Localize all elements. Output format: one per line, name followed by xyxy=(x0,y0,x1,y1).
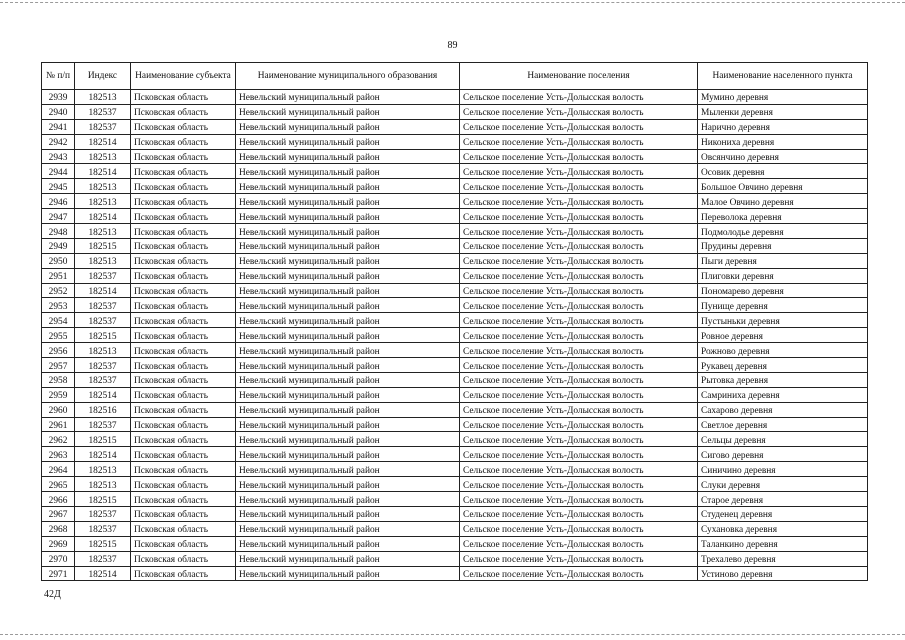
cell-index: 182515 xyxy=(75,328,131,343)
cell-number: 2942 xyxy=(42,134,75,149)
table-row xyxy=(42,566,868,581)
cell-subject: Псковская область xyxy=(131,521,236,536)
table-header xyxy=(42,63,868,90)
cell-settlement: Сельское поселение Усть-Долысская волость xyxy=(460,551,698,566)
cell-number: 2961 xyxy=(42,417,75,432)
cell-settlement: Сельское поселение Усть-Долысская волость xyxy=(460,224,698,239)
cell-locality: Устиново деревня xyxy=(698,566,868,581)
cell-locality: Сигово деревня xyxy=(698,447,868,462)
cell-locality: Мумино деревня xyxy=(698,90,868,105)
cell-locality: Рожново деревня xyxy=(698,343,868,358)
cell-index: 182537 xyxy=(75,313,131,328)
cell-number: 2965 xyxy=(42,477,75,492)
table-row xyxy=(42,119,868,134)
table-row xyxy=(42,536,868,551)
cell-number: 2962 xyxy=(42,432,75,447)
cell-municipality: Невельский муниципальный район xyxy=(236,134,460,149)
cell-settlement: Сельское поселение Усть-Долысская волость xyxy=(460,358,698,373)
cell-index: 182514 xyxy=(75,134,131,149)
cell-settlement: Сельское поселение Усть-Долысская волость xyxy=(460,298,698,313)
cell-number: 2949 xyxy=(42,238,75,253)
cell-index: 182537 xyxy=(75,521,131,536)
cell-locality: Плиговки деревня xyxy=(698,268,868,283)
cell-municipality: Невельский муниципальный район xyxy=(236,253,460,268)
cell-subject: Псковская область xyxy=(131,506,236,521)
cell-settlement: Сельское поселение Усть-Долысская волость xyxy=(460,179,698,194)
cell-settlement: Сельское поселение Усть-Долысская волость xyxy=(460,492,698,507)
settlements-table xyxy=(41,62,868,581)
col-header-locality: Наименование населенного пункта xyxy=(698,63,868,90)
table-row xyxy=(42,328,868,343)
cell-locality: Никониха деревня xyxy=(698,134,868,149)
cell-subject: Псковская область xyxy=(131,224,236,239)
cell-number: 2966 xyxy=(42,492,75,507)
cell-index: 182515 xyxy=(75,432,131,447)
cell-settlement: Сельское поселение Усть-Долысская волость xyxy=(460,387,698,402)
cell-municipality: Невельский муниципальный район xyxy=(236,90,460,105)
cell-number: 2952 xyxy=(42,283,75,298)
cell-number: 2939 xyxy=(42,90,75,105)
cell-number: 2951 xyxy=(42,268,75,283)
footer-code: 42Д xyxy=(44,589,61,600)
cell-locality: Таланкино деревня xyxy=(698,536,868,551)
cell-subject: Псковская область xyxy=(131,149,236,164)
cell-locality: Пыги деревня xyxy=(698,253,868,268)
cell-locality: Переволока деревня xyxy=(698,209,868,224)
cell-number: 2940 xyxy=(42,104,75,119)
cell-municipality: Невельский муниципальный район xyxy=(236,462,460,477)
table-row xyxy=(42,179,868,194)
cell-settlement: Сельское поселение Усть-Долысская волость xyxy=(460,477,698,492)
cell-number: 2948 xyxy=(42,224,75,239)
table-row xyxy=(42,149,868,164)
cell-locality: Синичино деревня xyxy=(698,462,868,477)
cell-municipality: Невельский муниципальный район xyxy=(236,447,460,462)
cell-index: 182515 xyxy=(75,238,131,253)
cell-municipality: Невельский муниципальный район xyxy=(236,268,460,283)
cell-index: 182513 xyxy=(75,477,131,492)
header-row xyxy=(42,63,868,90)
cell-number: 2960 xyxy=(42,402,75,417)
cell-settlement: Сельское поселение Усть-Долысская волость xyxy=(460,164,698,179)
cell-number: 2954 xyxy=(42,313,75,328)
cell-number: 2953 xyxy=(42,298,75,313)
cell-locality: Пономарево деревня xyxy=(698,283,868,298)
cell-subject: Псковская область xyxy=(131,253,236,268)
cell-settlement: Сельское поселение Усть-Долысская волость xyxy=(460,432,698,447)
table-row xyxy=(42,551,868,566)
cell-index: 182514 xyxy=(75,447,131,462)
table-row xyxy=(42,492,868,507)
col-header-settlement: Наименование поселения xyxy=(460,63,698,90)
cell-number: 2968 xyxy=(42,521,75,536)
table-row xyxy=(42,372,868,387)
cell-index: 182513 xyxy=(75,179,131,194)
cell-subject: Псковская область xyxy=(131,402,236,417)
cell-municipality: Невельский муниципальный район xyxy=(236,432,460,447)
cell-index: 182515 xyxy=(75,536,131,551)
cell-index: 182514 xyxy=(75,387,131,402)
cell-number: 2946 xyxy=(42,194,75,209)
table-row xyxy=(42,313,868,328)
cell-subject: Псковская область xyxy=(131,462,236,477)
cell-settlement: Сельское поселение Усть-Долысская волость xyxy=(460,506,698,521)
table-row xyxy=(42,90,868,105)
cell-number: 2943 xyxy=(42,149,75,164)
cell-locality: Старое деревня xyxy=(698,492,868,507)
table-row xyxy=(42,164,868,179)
cell-municipality: Невельский муниципальный район xyxy=(236,521,460,536)
cell-settlement: Сельское поселение Усть-Долысская волость xyxy=(460,521,698,536)
table-row xyxy=(42,387,868,402)
table-row xyxy=(42,462,868,477)
cell-settlement: Сельское поселение Усть-Долысская волость xyxy=(460,313,698,328)
cell-index: 182537 xyxy=(75,417,131,432)
table-body xyxy=(42,90,868,581)
table-row xyxy=(42,224,868,239)
cell-number: 2970 xyxy=(42,551,75,566)
cell-subject: Псковская область xyxy=(131,119,236,134)
table-row xyxy=(42,417,868,432)
cell-municipality: Невельский муниципальный район xyxy=(236,313,460,328)
page-number: 89 xyxy=(447,40,458,51)
cell-settlement: Сельское поселение Усть-Долысская волость xyxy=(460,253,698,268)
table-row xyxy=(42,104,868,119)
cell-municipality: Невельский муниципальный район xyxy=(236,224,460,239)
cell-index: 182514 xyxy=(75,164,131,179)
cell-subject: Псковская область xyxy=(131,164,236,179)
cell-index: 182537 xyxy=(75,372,131,387)
cell-locality: Студенец деревня xyxy=(698,506,868,521)
cell-locality: Осовик деревня xyxy=(698,164,868,179)
cell-locality: Нарично деревня xyxy=(698,119,868,134)
cell-locality: Рытовка деревня xyxy=(698,372,868,387)
table-row xyxy=(42,432,868,447)
cell-settlement: Сельское поселение Усть-Долысская волость xyxy=(460,283,698,298)
cell-index: 182515 xyxy=(75,492,131,507)
table-row xyxy=(42,253,868,268)
table-row xyxy=(42,402,868,417)
cell-settlement: Сельское поселение Усть-Долысская волость xyxy=(460,149,698,164)
cell-subject: Псковская область xyxy=(131,283,236,298)
cell-number: 2963 xyxy=(42,447,75,462)
cell-municipality: Невельский муниципальный район xyxy=(236,238,460,253)
col-header-subject: Наименование субъекта xyxy=(131,63,236,90)
cell-settlement: Сельское поселение Усть-Долысская волость xyxy=(460,566,698,581)
cell-locality: Светлое деревня xyxy=(698,417,868,432)
cell-index: 182513 xyxy=(75,90,131,105)
cell-subject: Псковская область xyxy=(131,447,236,462)
cell-index: 182537 xyxy=(75,119,131,134)
cell-number: 2959 xyxy=(42,387,75,402)
cell-locality: Трехалево деревня xyxy=(698,551,868,566)
cell-subject: Псковская область xyxy=(131,432,236,447)
cell-settlement: Сельское поселение Усть-Долысская волость xyxy=(460,104,698,119)
cell-locality: Сельцы деревня xyxy=(698,432,868,447)
table-row xyxy=(42,521,868,536)
cell-locality: Овсянчино деревня xyxy=(698,149,868,164)
col-header-municipality: Наименование муниципального образования xyxy=(236,63,460,90)
cell-locality: Малое Овчино деревня xyxy=(698,194,868,209)
cell-settlement: Сельское поселение Усть-Долысская волость xyxy=(460,328,698,343)
cell-index: 182513 xyxy=(75,149,131,164)
cell-subject: Псковская область xyxy=(131,298,236,313)
cell-index: 182537 xyxy=(75,104,131,119)
table-row xyxy=(42,447,868,462)
cell-settlement: Сельское поселение Усть-Долысская волость xyxy=(460,536,698,551)
cell-locality: Пустыньки деревня xyxy=(698,313,868,328)
cell-settlement: Сельское поселение Усть-Долысская волость xyxy=(460,194,698,209)
table-row xyxy=(42,477,868,492)
cell-locality: Слуки деревня xyxy=(698,477,868,492)
cell-subject: Псковская область xyxy=(131,566,236,581)
table-row xyxy=(42,343,868,358)
cell-index: 182537 xyxy=(75,358,131,373)
cell-index: 182513 xyxy=(75,343,131,358)
cell-number: 2941 xyxy=(42,119,75,134)
cell-subject: Псковская область xyxy=(131,343,236,358)
cell-municipality: Невельский муниципальный район xyxy=(236,119,460,134)
cell-index: 182514 xyxy=(75,566,131,581)
cell-subject: Псковская область xyxy=(131,179,236,194)
cell-subject: Псковская область xyxy=(131,209,236,224)
cell-index: 182513 xyxy=(75,462,131,477)
cell-subject: Псковская область xyxy=(131,492,236,507)
cell-index: 182514 xyxy=(75,209,131,224)
cell-index: 182537 xyxy=(75,551,131,566)
col-header-number: № п/п xyxy=(42,63,75,90)
cell-municipality: Невельский муниципальный район xyxy=(236,209,460,224)
cell-municipality: Невельский муниципальный район xyxy=(236,358,460,373)
cell-subject: Псковская область xyxy=(131,134,236,149)
cell-subject: Псковская область xyxy=(131,104,236,119)
cell-subject: Псковская область xyxy=(131,477,236,492)
cell-subject: Псковская область xyxy=(131,328,236,343)
cell-number: 2958 xyxy=(42,372,75,387)
cell-subject: Псковская область xyxy=(131,90,236,105)
table-row xyxy=(42,358,868,373)
cell-number: 2971 xyxy=(42,566,75,581)
cell-settlement: Сельское поселение Усть-Долысская волость xyxy=(460,119,698,134)
cell-municipality: Невельский муниципальный район xyxy=(236,551,460,566)
cell-index: 182537 xyxy=(75,298,131,313)
col-header-index: Индекс xyxy=(75,63,131,90)
table-row xyxy=(42,209,868,224)
cell-locality: Сахарово деревня xyxy=(698,402,868,417)
cell-settlement: Сельское поселение Усть-Долысская волость xyxy=(460,268,698,283)
table-row xyxy=(42,134,868,149)
table-row xyxy=(42,268,868,283)
cell-index: 182513 xyxy=(75,194,131,209)
cell-municipality: Невельский муниципальный район xyxy=(236,402,460,417)
cell-locality: Пунище деревня xyxy=(698,298,868,313)
cell-number: 2950 xyxy=(42,253,75,268)
cell-number: 2947 xyxy=(42,209,75,224)
cell-municipality: Невельский муниципальный район xyxy=(236,506,460,521)
cell-municipality: Невельский муниципальный район xyxy=(236,566,460,581)
cell-municipality: Невельский муниципальный район xyxy=(236,179,460,194)
cell-locality: Рукавец деревня xyxy=(698,358,868,373)
cell-municipality: Невельский муниципальный район xyxy=(236,372,460,387)
cell-subject: Псковская область xyxy=(131,417,236,432)
cell-subject: Псковская область xyxy=(131,536,236,551)
cell-settlement: Сельское поселение Усть-Долысская волость xyxy=(460,372,698,387)
cell-settlement: Сельское поселение Усть-Долысская волость xyxy=(460,238,698,253)
cell-index: 182514 xyxy=(75,283,131,298)
cell-municipality: Невельский муниципальный район xyxy=(236,298,460,313)
cell-subject: Псковская область xyxy=(131,387,236,402)
cell-settlement: Сельское поселение Усть-Долысская волость xyxy=(460,209,698,224)
cell-locality: Самриниха деревня xyxy=(698,387,868,402)
cell-locality: Сухановка деревня xyxy=(698,521,868,536)
cell-municipality: Невельский муниципальный район xyxy=(236,194,460,209)
cell-subject: Псковская область xyxy=(131,268,236,283)
cell-municipality: Невельский муниципальный район xyxy=(236,328,460,343)
cell-subject: Псковская область xyxy=(131,313,236,328)
cell-settlement: Сельское поселение Усть-Долысская волость xyxy=(460,447,698,462)
table-row xyxy=(42,298,868,313)
table-row xyxy=(42,283,868,298)
cell-index: 182537 xyxy=(75,268,131,283)
cell-index: 182516 xyxy=(75,402,131,417)
cell-municipality: Невельский муниципальный район xyxy=(236,149,460,164)
cell-subject: Псковская область xyxy=(131,194,236,209)
cell-municipality: Невельский муниципальный район xyxy=(236,283,460,298)
cell-locality: Ровное деревня xyxy=(698,328,868,343)
scan-edge-top xyxy=(0,2,905,3)
table-row xyxy=(42,238,868,253)
cell-municipality: Невельский муниципальный район xyxy=(236,417,460,432)
cell-municipality: Невельский муниципальный район xyxy=(236,492,460,507)
cell-municipality: Невельский муниципальный район xyxy=(236,387,460,402)
cell-index: 182513 xyxy=(75,253,131,268)
cell-number: 2955 xyxy=(42,328,75,343)
cell-index: 182537 xyxy=(75,506,131,521)
table-row xyxy=(42,506,868,521)
cell-municipality: Невельский муниципальный район xyxy=(236,104,460,119)
cell-subject: Псковская область xyxy=(131,358,236,373)
table-row xyxy=(42,194,868,209)
scan-edge-bottom xyxy=(0,634,905,635)
cell-number: 2957 xyxy=(42,358,75,373)
cell-locality: Подмолодье деревня xyxy=(698,224,868,239)
cell-municipality: Невельский муниципальный район xyxy=(236,536,460,551)
cell-number: 2964 xyxy=(42,462,75,477)
cell-index: 182513 xyxy=(75,224,131,239)
cell-municipality: Невельский муниципальный район xyxy=(236,343,460,358)
cell-municipality: Невельский муниципальный район xyxy=(236,477,460,492)
cell-settlement: Сельское поселение Усть-Долысская волость xyxy=(460,90,698,105)
cell-subject: Псковская область xyxy=(131,238,236,253)
cell-locality: Прудины деревня xyxy=(698,238,868,253)
cell-number: 2956 xyxy=(42,343,75,358)
cell-settlement: Сельское поселение Усть-Долысская волость xyxy=(460,417,698,432)
cell-locality: Большое Овчино деревня xyxy=(698,179,868,194)
cell-number: 2944 xyxy=(42,164,75,179)
cell-subject: Псковская область xyxy=(131,372,236,387)
cell-number: 2969 xyxy=(42,536,75,551)
cell-locality: Мыленки деревня xyxy=(698,104,868,119)
cell-number: 2945 xyxy=(42,179,75,194)
cell-number: 2967 xyxy=(42,506,75,521)
cell-settlement: Сельское поселение Усть-Долысская волость xyxy=(460,402,698,417)
cell-municipality: Невельский муниципальный район xyxy=(236,164,460,179)
cell-settlement: Сельское поселение Усть-Долысская волость xyxy=(460,343,698,358)
cell-settlement: Сельское поселение Усть-Долысская волость xyxy=(460,462,698,477)
cell-settlement: Сельское поселение Усть-Долысская волость xyxy=(460,134,698,149)
cell-subject: Псковская область xyxy=(131,551,236,566)
